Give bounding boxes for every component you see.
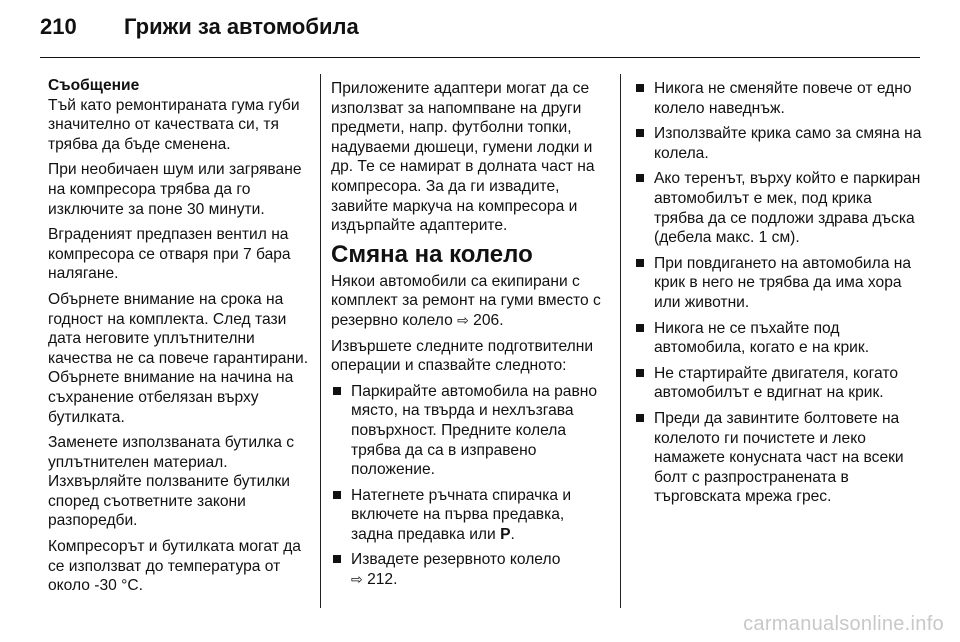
column-2 — [331, 79, 607, 596]
paragraph-text: Някои автомобили са екипирани с комплект за ремонт на гуми вместо с резервно колело — [331, 272, 601, 329]
gear-position-label: P — [500, 525, 511, 543]
page-reference[interactable]: 212. — [367, 571, 398, 589]
adapters-paragraph: Приложените адаптери могат да се използват за напомпване на други предмети, напр. футболни топки, надуваеми дюшеци, гумени лодки и др. Те се намират в долната част на компресора. За да ги извадите, завийте маркуча на компресора и издърпайте адаптерите. — [331, 80, 595, 235]
list-item — [634, 169, 924, 247]
square-bullet-icon — [636, 129, 644, 137]
list-item — [634, 319, 924, 358]
page-header — [40, 14, 359, 54]
paragraph: Тъй като ремонтираната гума губи значително от качествата си, тя трябва да бъде сменена. — [48, 96, 300, 153]
list-item-text: При повдигането на автомобила на крик в него не трябва да има хора или животни. — [654, 254, 912, 311]
watermark: carmanualsonline.info — [743, 613, 944, 635]
paragraph: Извършете следните подготвителни операции и спазвайте следното: — [331, 337, 594, 375]
list-item-text: Не стартирайте двигателя, когато автомобилът е вдигнат на крик. — [654, 364, 898, 402]
list-item — [634, 124, 924, 163]
paragraph — [331, 272, 607, 331]
paragraph: Вграденият предпазен вентил на компресора се отваря при 7 бара налягане. — [48, 226, 291, 283]
list-item — [331, 550, 607, 589]
list-item-text: Извадете резервното колело — [351, 551, 561, 569]
page-reference-icon: ⇨ — [351, 571, 363, 588]
list-item — [331, 486, 607, 545]
list-item-text: Паркирайте автомобила на равно място, на твърда и нехлъзгава повърхност. Предните колела трябва да са в изправено положение. — [351, 382, 598, 479]
list-item — [634, 409, 924, 507]
section-heading: Смяна на колело — [331, 240, 533, 268]
paragraph: Компресорът и бутилката могат да се използват до температура от около -30 °C. — [48, 538, 301, 595]
list-item-text: Използвайте крика само за смяна на колела. — [654, 125, 922, 162]
page-reference[interactable]: 206. — [473, 311, 504, 329]
paragraph: Заменете използваната бутилка с уплътнителен материал. Изхвърляйте ползваните бутилки според съответните закони разпоредби. — [48, 434, 295, 530]
page-title: Грижи за автомобила — [124, 14, 359, 39]
square-bullet-icon — [636, 259, 644, 267]
list-item-text: Никога не се пъхайте под автомобила, когато е на крик. — [654, 319, 870, 357]
square-bullet-icon — [636, 84, 644, 92]
list-item — [634, 79, 924, 118]
list-item-text: Преди да завинтите болтовете на колелото ги почистете и леко намажете конусната част на всеки болт с разпространената в търговската мрежа грес. — [654, 409, 904, 506]
square-bullet-icon — [333, 555, 341, 563]
square-bullet-icon — [333, 491, 341, 499]
header-rule — [40, 57, 920, 58]
list-item — [634, 254, 924, 313]
bullet-list — [331, 382, 607, 590]
square-bullet-icon — [636, 414, 644, 422]
paragraph: Обърнете внимание на срока на годност на комплекта. След тази дата неговите уплътнителни качества не са повече гарантирани. Обърнете внимание на начина на съхранение отбелязан върху бутилката. — [48, 290, 309, 426]
list-item — [634, 364, 924, 403]
page-reference-icon: ⇨ — [457, 311, 469, 328]
square-bullet-icon — [636, 369, 644, 377]
column-divider — [320, 74, 321, 608]
list-item — [331, 382, 607, 480]
bullet-list — [634, 79, 924, 507]
page-number: 210 — [40, 14, 77, 39]
column-divider — [620, 74, 621, 608]
column-3 — [634, 79, 924, 513]
square-bullet-icon — [333, 387, 341, 395]
list-item-text: Натегнете ръчната спирачка и включете на първа предавка, задна предавка или — [351, 486, 572, 543]
column-1 — [48, 76, 314, 602]
square-bullet-icon — [636, 174, 644, 182]
list-item-text: Ако теренът, върху който е паркиран автомобилът е мек, под крика трябва да се подложи здрава дъска (дебела макс. 1 см). — [654, 170, 921, 247]
notice-label: Съобщение — [48, 77, 140, 94]
list-item-text: Никога не сменяйте повече от едно колело наведнъж. — [654, 80, 912, 117]
square-bullet-icon — [636, 324, 644, 332]
paragraph: При необичаен шум или загряване на компресора трябва да го изключите за поне 30 минути. — [48, 161, 302, 218]
list-item-text: . — [510, 525, 515, 543]
